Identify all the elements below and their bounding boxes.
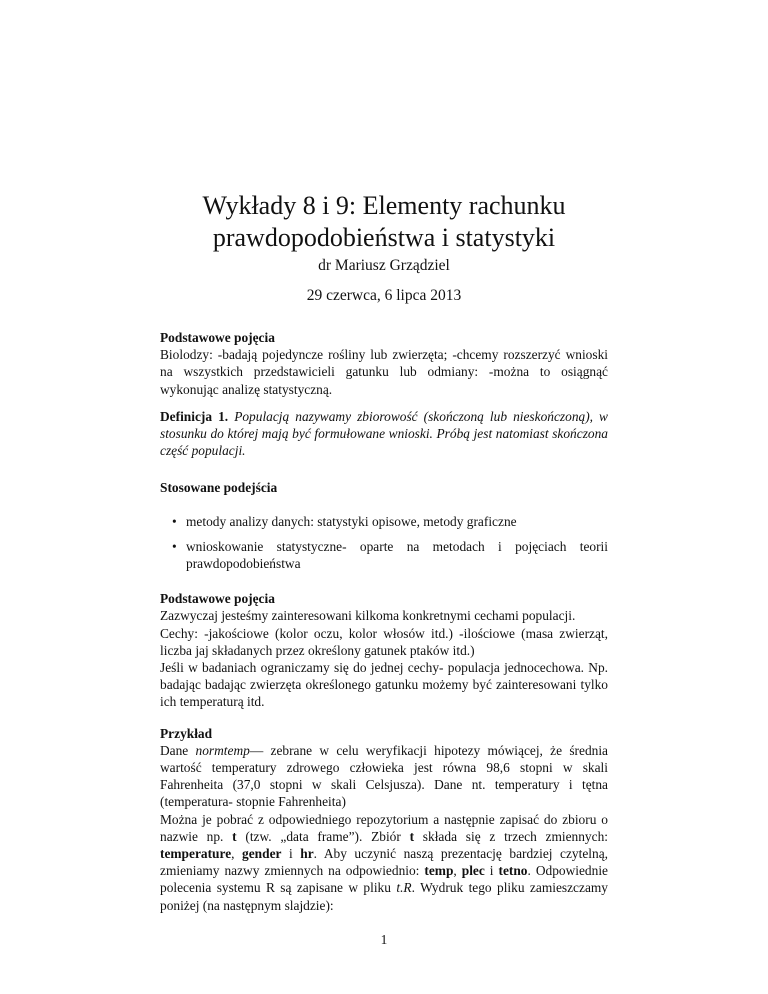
bullet-icon: • bbox=[172, 538, 177, 554]
section-heading-approaches: Stosowane podejścia bbox=[160, 480, 278, 496]
section-text-line: Cechy: -jakościowe (kolor oczu, kolor włosów itd.) -ilościowe (masa zwierząt, liczba jaj składanych przez określony gatunek ptaków itd.) bbox=[160, 625, 608, 658]
definition-label: Definicja 1. bbox=[160, 408, 229, 424]
list-item bbox=[160, 513, 608, 530]
main-content bbox=[160, 329, 608, 914]
dataset-name: normtemp bbox=[195, 742, 250, 758]
title-line-2: prawdopodobieństwa i statystyki bbox=[212, 223, 556, 252]
section-text-line: Jeśli w badaniach ograniczamy się do jednej cechy- populacja jednocechowa. Np. badając badając zwierzęta określonego gatunku możemy być zainteresowani tylko ich temperaturą itd. bbox=[160, 660, 608, 710]
variable-t: t bbox=[232, 828, 237, 844]
list-item-text: wnioskowanie statystyczne- oparte na metodach i pojęciach teorii prawdopodobieństwa bbox=[186, 538, 608, 572]
list-item-text: metody analizy danych: statystyki opisowe, metody graficzne bbox=[186, 513, 517, 529]
bullet-icon: • bbox=[172, 513, 177, 529]
title-line-1: Wykłady 8 i 9: Elementy rachunku bbox=[202, 191, 566, 220]
date: 29 czerwca, 6 lipca 2013 bbox=[306, 287, 462, 304]
file-name: t.R bbox=[396, 880, 412, 896]
page-number: 1 bbox=[380, 932, 388, 947]
definition-block bbox=[160, 408, 608, 460]
example-paragraph-1: Dane normtemp— zebrane w celu weryfikacji hipotezy mówiącej, że średnia wartość temperatury zdrowego człowieka jest równa 98,6 stopni w skali Fahrenheita (37,0 stopni w skali Celsjusza). Dane nt. temperatury i tętna (temperatura- stopnie Fahrenheita) bbox=[160, 742, 608, 810]
variable-temp: temp bbox=[424, 863, 454, 879]
variable-t: t bbox=[409, 828, 415, 844]
section-body-basic-concepts: Biolodzy: -badają pojedyncze rośliny lub zwierzęta; -chcemy rozszerzyć wnioski na wszystkich przedstawicieli gatunku lub odmiany: -można to osiągnąć wykonując analizę statystyczną. bbox=[160, 347, 608, 397]
variable-hr: hr bbox=[300, 846, 314, 862]
variable-plec: plec bbox=[461, 863, 485, 879]
example-paragraph-2: Można je pobrać z odpowiedniego repozytorium a następnie zapisać do zbioru o nazwie np. t (tzw. „data frame”). Zbiór t składa się z trzech zmiennych: temperature, gender i hr. Aby uczynić naszą prezentację bardziej czytelną, zmieniamy nazwy zmiennych na odpowiednio: temp, plec i tetno. Odpowiednie polecenia systemu R są zapisane w pliku t.R. Wydruk tego pliku zamieszczamy poniżej (na następnym slajdzie): bbox=[160, 811, 608, 913]
section-heading-basic-concepts-2: Podstawowe pojęcia bbox=[160, 591, 275, 607]
section-text-line: Zazwyczaj jesteśmy zainteresowani kilkoma konkretnymi cechami populacji. bbox=[160, 608, 576, 624]
approaches-list bbox=[160, 513, 608, 573]
section-heading-example: Przykład bbox=[160, 725, 213, 741]
variable-gender: gender bbox=[242, 846, 282, 862]
author: dr Mariusz Grządziel bbox=[318, 257, 450, 274]
document-title bbox=[0, 190, 768, 254]
variable-temperature: temperature bbox=[160, 846, 232, 862]
list-item bbox=[160, 538, 608, 572]
definition-body: Populacją nazywamy zbiorowość (skończoną lub nieskończoną), w stosunku do której mają być formułowane wnioski. Próbą jest natomiast skończona część populacji. bbox=[160, 408, 608, 459]
section-heading-basic-concepts: Podstawowe pojęcia bbox=[160, 330, 275, 345]
variable-tetno: tetno bbox=[498, 863, 528, 879]
